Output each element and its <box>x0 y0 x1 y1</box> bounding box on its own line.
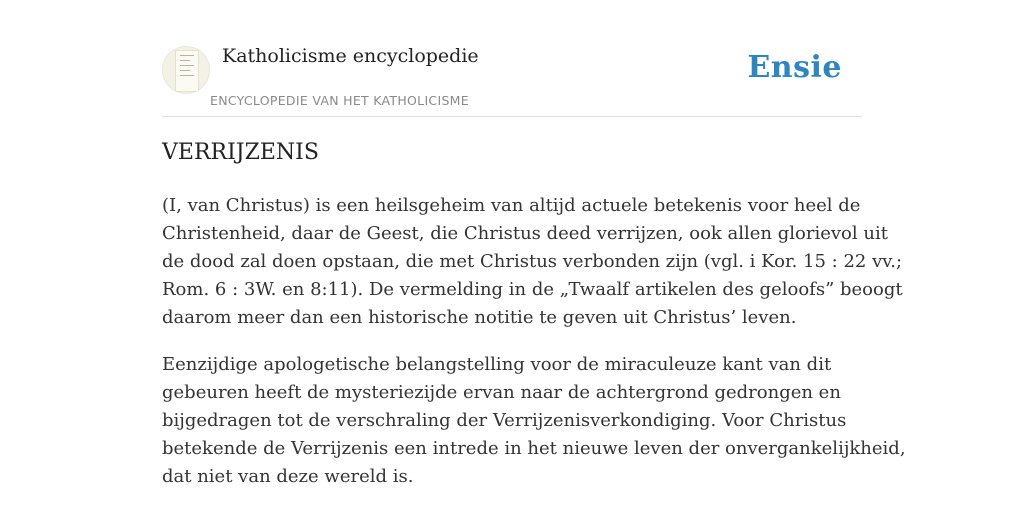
site-header <box>162 0 862 117</box>
paragraph-line: betekende de Verrijzenis een intrede in het nieuwe leven der onvergankelijkheid, <box>162 438 906 459</box>
paragraph-line: de dood zal doen opstaan, die met Christus verbonden zijn (vgl. i Kor. 15 : 22 vv.; <box>162 251 903 272</box>
paragraph-line: dat niet van deze wereld is. <box>162 466 414 487</box>
paragraph-line: (I, van Christus) is een heilsgeheim van altijd actuele betekenis voor heel de <box>162 195 861 216</box>
book-cover-icon <box>175 50 199 92</box>
paragraph-line: gebeuren heeft de mysteriezijde ervan naar de achtergrond gedrongen en <box>162 382 841 403</box>
encyclopedia-cover-avatar[interactable] <box>162 46 210 94</box>
article-paragraph <box>162 192 903 332</box>
paragraph-line: bijgedragen tot de verschraling der Verrijzenisverkondiging. Voor Christus <box>162 410 847 431</box>
article-title: VERRIJZENIS <box>162 140 319 165</box>
paragraph-line: Eenzijdige apologetische belangstelling voor de miraculeuze kant van dit <box>162 354 832 375</box>
paragraph-line: daarom meer dan een historische notitie te geven uit Christus’ leven. <box>162 307 797 328</box>
article-paragraph <box>162 351 906 491</box>
paragraph-line: Christenheid, daar de Geest, die Christus deed verrijzen, ook allen glorievol uit <box>162 223 888 244</box>
site-title[interactable]: Katholicisme encyclopedie <box>222 45 479 67</box>
paragraph-line: Rom. 6 : 3W. en 8:11). De vermelding in de „Twaalf artikelen des geloofs” beoogt <box>162 279 903 300</box>
site-subtitle: ENCYCLOPEDIE VAN HET KATHOLICISME <box>210 93 469 108</box>
page <box>162 0 906 487</box>
brand-logo-link[interactable]: Ensie <box>747 50 842 85</box>
